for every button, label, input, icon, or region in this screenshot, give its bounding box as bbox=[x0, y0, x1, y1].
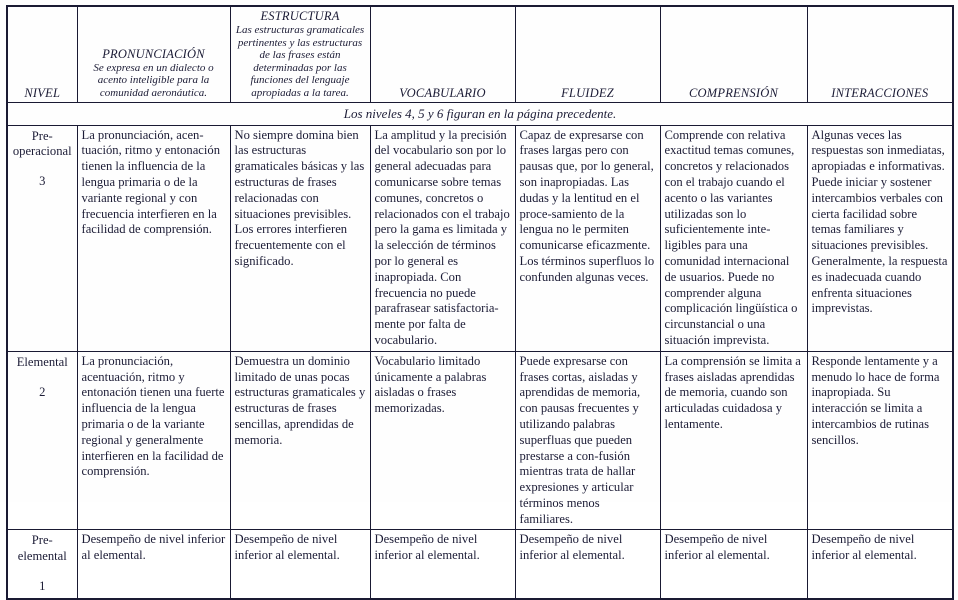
cell-comprension-2: La comprensión se limita a frases aisladas aprendidas de memoria, cuando son articuladas cuidadosa y lentamente. bbox=[660, 351, 807, 530]
column-header-comprension bbox=[660, 6, 807, 102]
cell-interacciones-3: Algunas veces las respuestas son inmediatas, apropiadas e informativas. Puede iniciar y sostener intercambios verbales con cierta facilidad sobre temas familiares y situaciones previsibles. Generalmente, la respuesta es inadecuada cuando enfrenta situaciones imprevistas. bbox=[807, 125, 953, 351]
column-label-interacciones: INTERACCIONES bbox=[831, 85, 929, 100]
row-pre-operacional bbox=[7, 125, 953, 351]
column-header-estructura bbox=[230, 6, 370, 102]
column-header-interacciones bbox=[807, 6, 953, 102]
header-row bbox=[7, 6, 953, 102]
cell-comprension-3: Comprende con relativa exactitud temas comunes, concretos y relacionados con el trabajo cuando el acento o las variantes utilizadas son lo suficientemente inte-ligibles para una comunidad internacional de usuarios. Puede no comprender alguna complicación lingüística o circunstancial o una situación imprevista. bbox=[660, 125, 807, 351]
cell-vocabulario-1: Desempeño de nivel inferior al elemental. bbox=[370, 530, 515, 599]
row-elemental bbox=[7, 351, 953, 530]
cell-fluidez-1: Desempeño de nivel inferior al elemental. bbox=[515, 530, 660, 599]
cell-estructura-3: No siempre domina bien las estructuras gramaticales básicas y las estructuras de frases relacionadas con situaciones previsibles. Los errores interfieren frecuentemente con el significado. bbox=[230, 125, 370, 351]
column-header-fluidez bbox=[515, 6, 660, 102]
level-name: Pre-elemental bbox=[17, 533, 67, 564]
level-cell-elemental bbox=[7, 351, 77, 530]
cell-fluidez-2: Puede expresarse con frases cortas, aisladas y aprendidas de memoria, con pausas frecuentes y utilizando palabras superfluas que pueden prestarse a con-fusión mientras trata de hallar expresiones y articular términos menos familiares. bbox=[515, 351, 660, 530]
level-number: 1 bbox=[39, 579, 46, 594]
cell-estructura-2: Demuestra un dominio limitado de unas pocas estructuras gramaticales y estructuras de frases sencillas, aprendidas de memoria. bbox=[230, 351, 370, 530]
cell-pronunciacion-1: Desempeño de nivel inferior al elemental. bbox=[77, 530, 230, 599]
cell-vocabulario-2: Vocabulario limitado únicamente a palabras aisladas o frases memorizadas. bbox=[370, 351, 515, 530]
language-proficiency-rating-table bbox=[6, 5, 954, 600]
level-name: Pre-operacional bbox=[12, 128, 72, 159]
column-label-vocabulario: VOCABULARIO bbox=[399, 85, 486, 100]
column-label-nivel: NIVEL bbox=[24, 85, 61, 100]
cell-estructura-1: Desempeño de nivel inferior al elemental. bbox=[230, 530, 370, 599]
column-header-nivel bbox=[7, 6, 77, 102]
cell-interacciones-1: Desempeño de nivel inferior al elemental. bbox=[807, 530, 953, 599]
column-label-estructura: ESTRUCTURA bbox=[260, 9, 340, 23]
level-number: 2 bbox=[39, 384, 46, 399]
cell-pronunciacion-3: La pronunciación, acen-tuación, ritmo y entonación tienen la influencia de la lengua primaria o de la variante regional y con frecuencia interfieren en la facilidad de comprensión. bbox=[77, 125, 230, 351]
level-cell-pre-operacional bbox=[7, 125, 77, 351]
column-label-pronunciacion: PRONUNCIACIÓN bbox=[102, 46, 205, 61]
note-text: Los niveles 4, 5 y 6 figuran en la página precedente. bbox=[7, 102, 953, 125]
column-header-vocabulario bbox=[370, 6, 515, 102]
column-label-comprension: COMPRENSIÓN bbox=[689, 85, 778, 100]
column-description-estructura: Las estructuras gramaticales pertinentes y las estructuras de las frases están determinadas por las funciones del lenguaje apropiadas a la tarea. bbox=[235, 24, 365, 99]
cell-vocabulario-3: La amplitud y la precisión del vocabulario son por lo general adecuadas para comunicarse sobre temas comunes, concretos o relacionados con el trabajo pero la gama es limitada y la selección de términos por lo general es inapropiada. Con frecuencia no puede parafrasear satisfactoria-mente por falta de vocabulario. bbox=[370, 125, 515, 351]
column-header-pronunciacion bbox=[77, 6, 230, 102]
level-number: 3 bbox=[39, 174, 46, 189]
note-row bbox=[7, 102, 953, 125]
cell-fluidez-3: Capaz de expresarse con frases largas pero con pausas que, por lo general, son inapropiadas. Las dudas y la lentitud en el proce-samiento de la lengua no le permiten comunicarse eficazmente. Los términos superfluos lo confunden algunas veces. bbox=[515, 125, 660, 351]
row-pre-elemental bbox=[7, 530, 953, 599]
level-cell-pre-elemental bbox=[7, 530, 77, 599]
column-description-pronunciacion: Se expresa en un dialecto o acento inteligible para la comunidad aeronáutica. bbox=[93, 61, 214, 99]
cell-interacciones-2: Responde lentamente y a menudo lo hace de forma inapropiada. Su interacción se limita a intercambios de rutinas sencillos. bbox=[807, 351, 953, 530]
level-name: Elemental bbox=[16, 354, 68, 369]
cell-comprension-1: Desempeño de nivel inferior al elemental. bbox=[660, 530, 807, 599]
column-label-fluidez: FLUIDEZ bbox=[561, 85, 614, 100]
cell-pronunciacion-2: La pronunciación, acentuación, ritmo y entonación tienen una fuerte influencia de la lengua primaria o de la variante regional y generalmente interfieren en la facilidad de comprensión. bbox=[77, 351, 230, 530]
